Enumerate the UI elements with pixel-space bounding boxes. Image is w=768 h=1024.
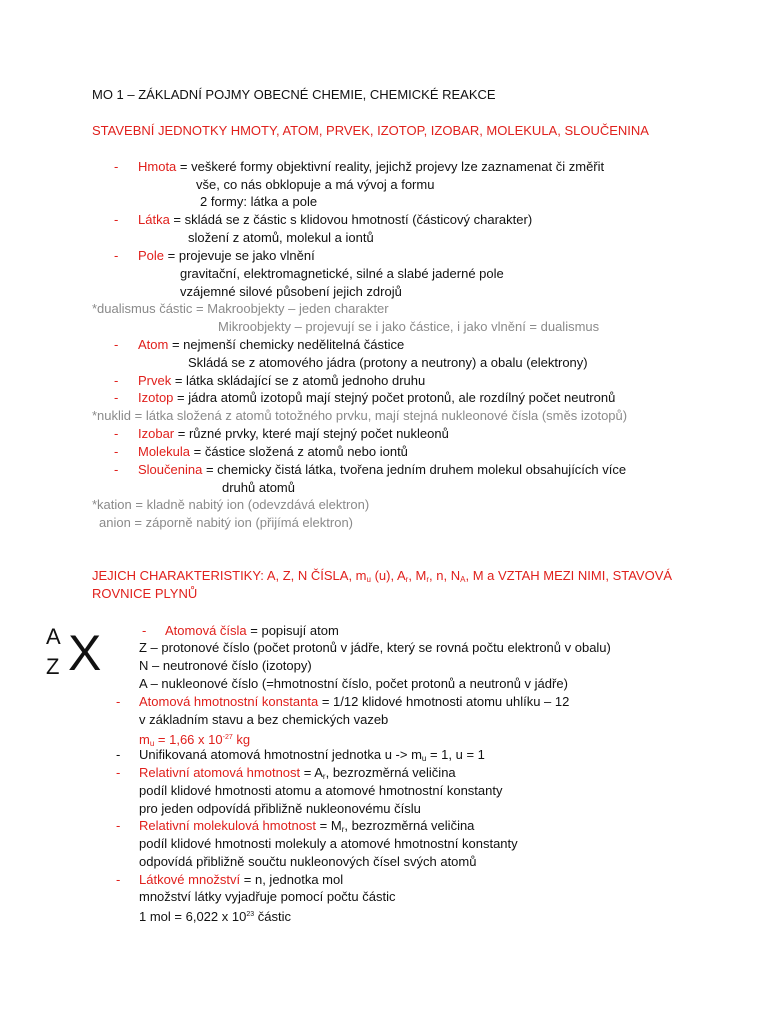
section-heading-stavebni-jednotky: STAVEBNÍ JEDNOTKY HMOTY, ATOM, PRVEK, IZOTOP, IZOBAR, MOLEKULA, SLOUČENINA [92,123,649,138]
text-part: = n, jednotka mol [240,872,344,887]
atomova-cisla-n: N – neutronové číslo (izotopy) [139,658,312,673]
term-konstanta-def: = 1/12 klidové hmotnosti atomu uhlíku – 12 [318,694,570,709]
term-sloucenina-line [138,462,626,478]
hmota-def-line2: vše, co nás obklopuje a má vývoj a formu [196,177,435,192]
bullet-dash: - [114,462,119,477]
term-sloucenina: Sloučenina [138,462,203,477]
term-izotop: Izotop [138,390,174,405]
value-part: = 1,66 x 10 [154,732,223,747]
section-heading-charakteristiky-line2: ROVNICE PLYNŮ [92,586,198,601]
relativni-molekulova-def-line3: odpovídá přibližně součtu nukleonových čísel svých atomů [139,854,477,869]
value-sup: -27 [222,734,233,741]
term-atom-line [138,337,404,353]
value-part: m [139,732,150,747]
text-part: = 1, u = 1 [426,747,485,762]
pole-def-line3: vzájemné silové působení jejich zdrojů [180,284,402,299]
note-nuklid: *nuklid = látka složená z atomů totožného prvku, mají stejná nukleonové čísla (směs izotopů) [92,408,628,423]
nuclide-mass-number: A [46,624,61,649]
page-title: MO 1 – ZÁKLADNÍ POJMY OBECNÉ CHEMIE, CHEMICKÉ REAKCE [92,87,496,102]
term-prvek-line [138,373,425,389]
term-atom-def: = nejmenší chemicky nedělitelná částice [168,337,405,352]
heading-part: , M a VZTAH MEZI NIMI, STAVOVÁ [465,568,673,583]
term-pole-line [138,248,315,264]
heading-part: , M [408,568,427,583]
heading-part: (u), A [370,568,406,583]
term-konstanta: Atomová hmotnostní konstanta [139,694,319,709]
text-sub: u [421,754,427,763]
heading-part: JEJICH CHARAKTERISTIKY: A, Z, N ČÍSLA, m [92,568,367,583]
hmota-def-line3: 2 formy: látka a pole [200,194,318,209]
term-izobar-def: = různé prvky, které mají stejný počet nukleonů [174,426,449,441]
bullet-dash: - [114,159,119,174]
term-atomova-cisla-def: = popisují atom [246,623,339,638]
relativni-atomova-def-line3: pro jeden odpovídá přibližně nukleonovému číslu [139,801,421,816]
term-atomova-cisla-line [165,623,339,639]
relativni-atomova-def-line2: podíl klidové hmotnosti atomu a atomové hmotnostní konstanty [139,783,503,798]
term-relativni-atomova-line [139,765,456,785]
bullet-dash: - [116,872,121,887]
latka-def-line2: složení z atomů, molekul a iontů [188,230,374,245]
term-izobar-line [138,426,449,442]
unifikovana-line [139,747,485,767]
bullet-dash: - [114,444,119,459]
note-kation: *kation = kladně nabitý ion (odevzdává elektron) [92,497,370,512]
note-dualismus-line2: Mikroobjekty – projevují se i jako částice, i jako vlnění = dualismus [218,319,600,334]
heading-sub: A [460,575,466,584]
text-sub: r [322,772,326,781]
value-part: kg [232,732,251,747]
term-pole-def: = projevuje se jako vlnění [164,248,315,263]
text-part: , bezrozměrná veličina [325,765,456,780]
bullet-dash: - [114,337,119,352]
bullet-dash: - [116,765,121,780]
term-latka-def: = skládá se z částic s klidovou hmotností (částicový charakter) [169,212,533,227]
atom-def-line2: Skládá se z atomového jádra (protony a neutrony) a obalu (elektrony) [188,355,588,370]
nuclide-element-symbol: X [68,625,102,681]
term-hmota: Hmota [138,159,177,174]
text-part: 1 mol = 6,022 x 10 [139,909,247,924]
term-latkove-mnozstvi-line [139,872,343,888]
text-part: částic [254,909,291,924]
term-izotop-def: = jádra atomů izotopů mají stejný počet protonů, ale rozdílný počet neutronů [173,390,616,405]
atomova-cisla-a: A – nukleonové číslo (=hmotnostní číslo, počet protonů a neutronů v jádře) [139,676,568,691]
section-heading-charakteristiky [92,568,672,588]
value-sub: u [149,739,155,748]
term-pole: Pole [138,248,165,263]
term-latka-line [138,212,532,228]
heading-part: , n, N [429,568,461,583]
bullet-dash: - [114,426,119,441]
text-part: Unifikovaná atomová hmotnostní jednotka u -> m [139,747,422,762]
bullet-dash: - [116,818,121,833]
note-anion: anion = záporně nabitý ion (přijímá elektron) [99,515,354,530]
text-part: = A [300,765,323,780]
nuclide-atomic-number: Z [46,654,60,679]
konstanta-def-line2: v základním stavu a bez chemických vazeb [139,712,389,727]
text-sup: 23 [246,911,255,918]
term-relativni-molekulova: Relativní molekulová hmotnost [139,818,317,833]
bullet-dash: - [114,390,119,405]
term-atomova-cisla: Atomová čísla [165,623,247,638]
text-sub: r [341,825,345,834]
bullet-dash: - [114,373,119,388]
term-izobar: Izobar [138,426,175,441]
term-molekula-line [138,444,408,460]
term-latka: Látka [138,212,170,227]
sloucenina-def-line2: druhů atomů [222,480,295,495]
heading-sub: r [426,575,430,584]
term-hmota-def: = veškeré formy objektivní reality, jejichž projevy lze zaznamenat či změřit [176,159,605,174]
term-relativni-atomova: Relativní atomová hmotnost [139,765,301,780]
bullet-dash: - [116,747,121,762]
term-konstanta-line [139,694,569,710]
term-molekula-def: = částice složená z atomů nebo iontů [190,444,408,459]
term-izotop-line [138,390,615,406]
bullet-dash: - [142,623,147,638]
note-dualismus: *dualismus částic = Makroobjekty – jeden charakter [92,301,389,316]
term-atom: Atom [138,337,169,352]
term-relativni-molekulova-line [139,818,474,838]
term-hmota-line [138,159,604,175]
bullet-dash: - [114,248,119,263]
bullet-dash: - [114,212,119,227]
term-molekula: Molekula [138,444,191,459]
heading-sub: u [366,575,371,584]
bullet-dash: - [116,694,121,709]
nuclide-notation [44,626,108,684]
heading-sub: r [405,575,409,584]
text-part: = M [316,818,342,833]
pole-def-line2: gravitační, elektromagnetické, silné a slabé jaderné pole [180,266,504,281]
latkove-mnozstvi-def-line3 [139,907,291,925]
relativni-molekulova-def-line2: podíl klidové hmotnosti molekuly a atomové hmotnostní konstanty [139,836,518,851]
term-prvek-def: = látka skládající se z atomů jednoho druhu [171,373,426,388]
term-latkove-mnozstvi: Látkové množství [139,872,241,887]
term-sloucenina-def: = chemicky čistá látka, tvořena jedním druhem molekul obsahujících více [202,462,627,477]
term-prvek: Prvek [138,373,172,388]
text-part: , bezrozměrná veličina [344,818,475,833]
latkove-mnozstvi-def-line2: množství látky vyjadřuje pomocí počtu částic [139,889,396,904]
atomova-cisla-z: Z – protonové číslo (počet protonů v jádře, který se rovná počtu elektronů v obalu) [139,640,611,655]
